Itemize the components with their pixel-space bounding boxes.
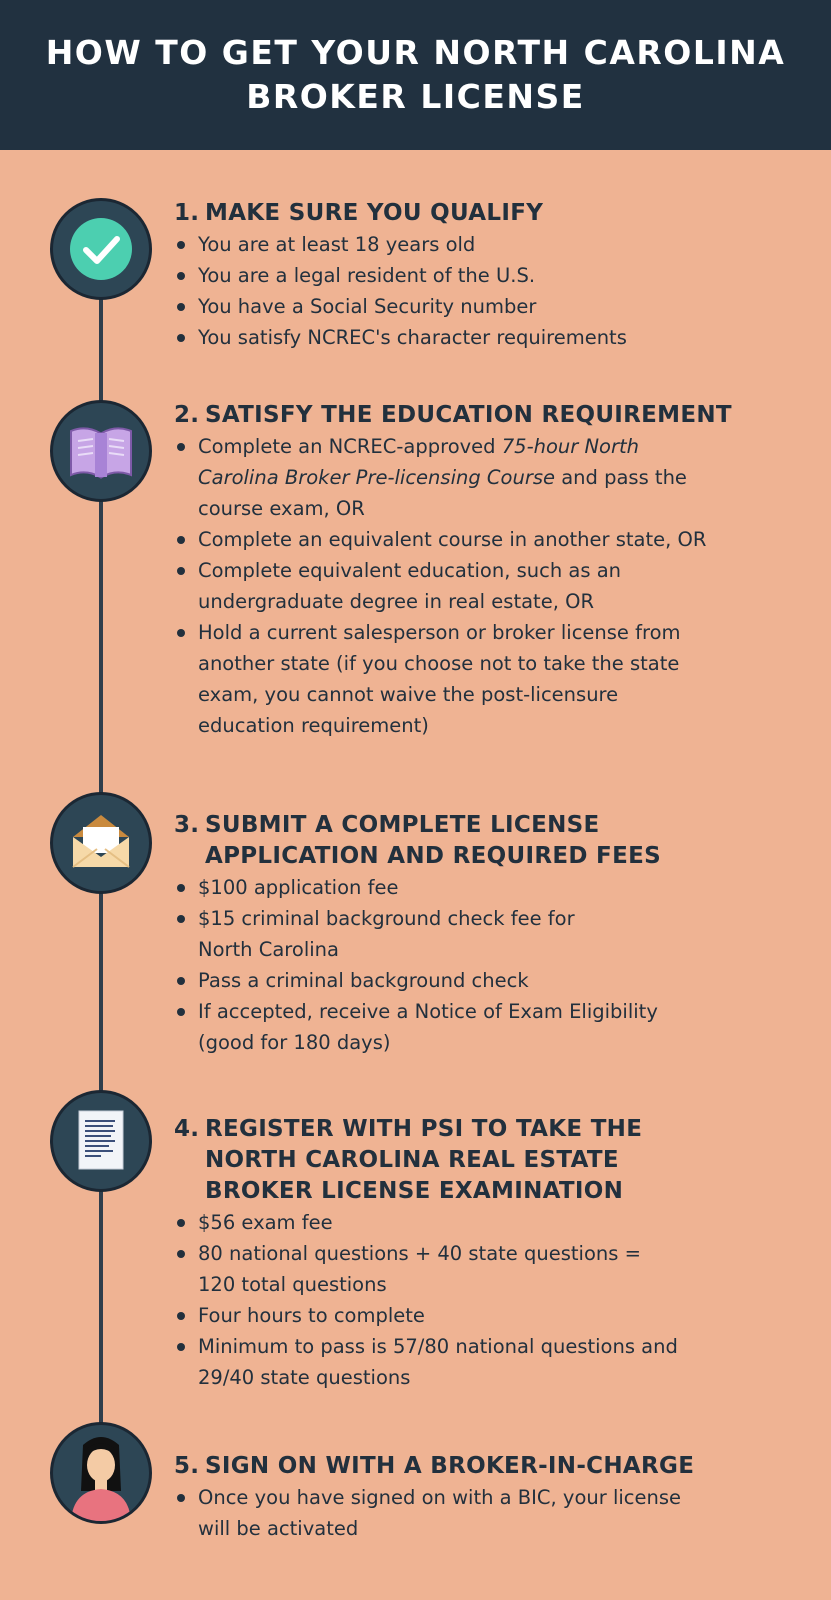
list-item-text: If accepted, receive a Notice of Exam Eligibility <box>198 1000 658 1023</box>
list-item <box>174 1331 814 1393</box>
step-1-heading <box>174 198 814 229</box>
list-item-text: Hold a current salesperson or broker license from <box>198 621 681 644</box>
step-number: 5. <box>174 1453 200 1479</box>
step-4-icon-circle <box>50 1090 152 1192</box>
list-item-text: $56 exam fee <box>198 1211 333 1234</box>
list-item <box>174 431 814 524</box>
step-title: MAKE SURE YOU QUALIFY <box>205 200 544 226</box>
list-item-text: Once you have signed on with a BIC, your license <box>198 1486 682 1509</box>
list-item-text: You have a Social Security number <box>198 295 537 318</box>
step-2-list <box>174 431 814 741</box>
list-item-text: 120 total questions <box>198 1273 387 1296</box>
list-item-text: You are a legal resident of the U.S. <box>198 264 536 287</box>
step-number: 1. <box>174 200 200 226</box>
list-item-text: 80 national questions + 40 state questions = <box>198 1242 641 1265</box>
text-segment: Complete an NCREC-approved <box>198 435 502 458</box>
list-item <box>174 524 814 555</box>
step-5-icon-circle <box>50 1422 152 1524</box>
list-item <box>174 291 814 322</box>
step-5-list <box>174 1482 814 1544</box>
list-item-text: exam, you cannot waive the post-licensure <box>198 683 619 706</box>
course-name-part-1: 75-hour North <box>501 435 640 458</box>
header-banner <box>0 0 831 150</box>
checkmark-icon <box>53 201 149 297</box>
step-title-continued: APPLICATION AND REQUIRED FEES <box>205 843 661 869</box>
list-item <box>174 229 814 260</box>
step-3-heading <box>174 810 814 872</box>
list-item <box>174 1482 814 1544</box>
list-item-text <box>198 431 814 462</box>
step-1 <box>174 198 814 353</box>
list-item-text: Pass a criminal background check <box>198 969 529 992</box>
list-item <box>174 260 814 291</box>
list-item-text: Complete equivalent education, such as an <box>198 559 622 582</box>
list-item-text: 29/40 state questions <box>198 1366 411 1389</box>
list-item-text: Minimum to pass is 57/80 national questions and <box>198 1335 678 1358</box>
book-icon <box>53 403 149 499</box>
course-name-part-2: Carolina Broker Pre-licensing Course <box>198 466 555 489</box>
list-item-text: $100 application fee <box>198 876 399 899</box>
list-item-text: undergraduate degree in real estate, OR <box>198 590 594 613</box>
list-item <box>174 322 814 353</box>
list-item-text: education requirement) <box>198 714 429 737</box>
list-item <box>174 1300 814 1331</box>
list-item-text: will be activated <box>198 1517 359 1540</box>
step-title: SUBMIT A COMPLETE LICENSE <box>205 812 600 838</box>
step-title-continued: NORTH CAROLINA REAL ESTATE <box>205 1147 619 1173</box>
list-item-text <box>198 462 814 493</box>
list-item <box>174 903 814 965</box>
step-title: SATISFY THE EDUCATION REQUIREMENT <box>205 402 732 428</box>
list-item-text: another state (if you choose not to take the state <box>198 652 680 675</box>
step-2-icon-circle <box>50 400 152 502</box>
step-4-list <box>174 1207 814 1393</box>
step-number: 4. <box>174 1116 200 1142</box>
list-item-text: $15 criminal background check fee for <box>198 907 575 930</box>
step-2-heading <box>174 400 814 431</box>
step-3-icon-circle <box>50 792 152 894</box>
step-number: 3. <box>174 812 200 838</box>
list-item-text: Complete an equivalent course in another state, OR <box>198 528 707 551</box>
step-4 <box>174 1114 814 1393</box>
step-title: REGISTER WITH PSI TO TAKE THE <box>205 1116 643 1142</box>
text-segment: and pass the <box>555 466 687 489</box>
list-item-text: course exam, OR <box>198 497 365 520</box>
step-5-heading <box>174 1451 814 1482</box>
step-1-list <box>174 229 814 353</box>
page-title-line-2: BROKER LICENSE <box>246 77 585 116</box>
step-number: 2. <box>174 402 200 428</box>
person-avatar-icon <box>53 1425 149 1521</box>
list-item-text: (good for 180 days) <box>198 1031 391 1054</box>
list-item-text: North Carolina <box>198 938 339 961</box>
list-item-text: You satisfy NCREC's character requirements <box>198 326 627 349</box>
list-item <box>174 1207 814 1238</box>
page-title <box>26 31 806 119</box>
step-title: SIGN ON WITH A BROKER-IN-CHARGE <box>205 1453 695 1479</box>
document-icon <box>53 1093 149 1189</box>
list-item <box>174 555 814 617</box>
step-4-heading <box>174 1114 814 1207</box>
list-item <box>174 872 814 903</box>
list-item <box>174 996 814 1058</box>
step-3-list <box>174 872 814 1058</box>
step-3 <box>174 810 814 1058</box>
list-item-text: Four hours to complete <box>198 1304 425 1327</box>
step-5 <box>174 1451 814 1544</box>
page-title-line-1: HOW TO GET YOUR NORTH CAROLINA <box>45 33 786 72</box>
step-2 <box>174 400 814 741</box>
list-item <box>174 1238 814 1300</box>
list-item <box>174 965 814 996</box>
envelope-icon <box>53 795 149 891</box>
step-1-icon-circle <box>50 198 152 300</box>
step-title-continued: BROKER LICENSE EXAMINATION <box>205 1178 624 1204</box>
list-item-text: You are at least 18 years old <box>198 233 476 256</box>
list-item <box>174 617 814 741</box>
